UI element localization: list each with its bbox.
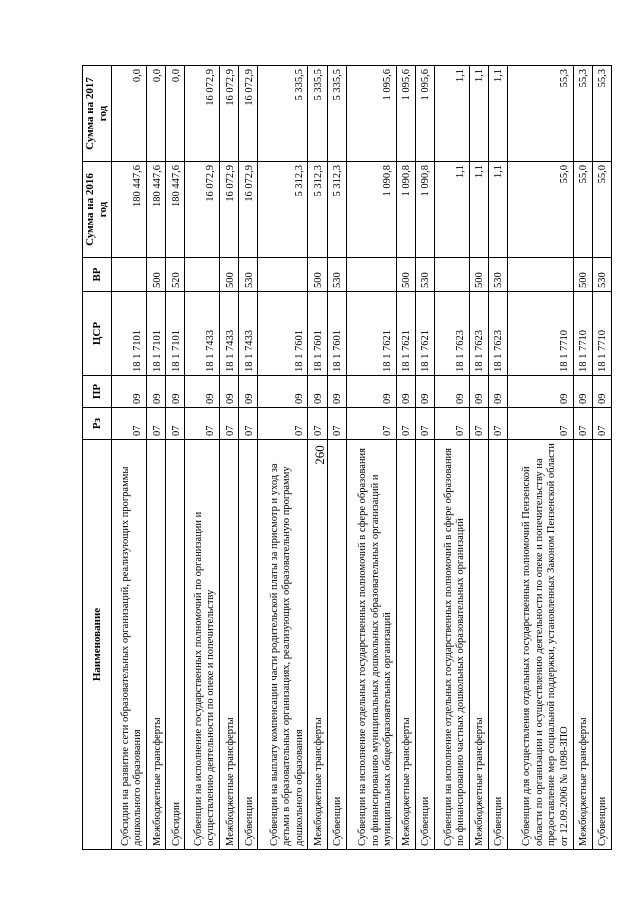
row-vr-cell: 500 xyxy=(396,258,415,292)
row-sum-2016-cell: 16 072,9 xyxy=(219,162,238,258)
row-sum-2016-cell: 1,1 xyxy=(488,162,507,258)
row-pr-cell: 09 xyxy=(573,376,592,408)
row-rz-cell: 07 xyxy=(346,408,396,440)
budget-table-container xyxy=(82,66,612,850)
table-row xyxy=(346,66,396,850)
header-vr: ВР xyxy=(83,258,112,292)
row-pr-cell: 09 xyxy=(258,376,308,408)
row-csr-cell: 18 1 7101 xyxy=(166,292,185,376)
row-csr-cell: 18 1 7101 xyxy=(112,292,147,376)
row-sum-2016-cell: 16 072,9 xyxy=(239,162,258,258)
row-pr-cell: 09 xyxy=(219,376,238,408)
table-row xyxy=(185,66,220,850)
row-sum-2017-cell: 0,0 xyxy=(166,66,185,162)
row-vr-cell: 530 xyxy=(239,258,258,292)
row-csr-cell: 18 1 7621 xyxy=(396,292,415,376)
row-sum-2017-cell: 1 095,6 xyxy=(396,66,415,162)
row-vr-cell xyxy=(112,258,147,292)
row-vr-cell: 500 xyxy=(469,258,488,292)
row-vr-cell: 530 xyxy=(415,258,434,292)
row-csr-cell: 18 1 7433 xyxy=(239,292,258,376)
table-header-row xyxy=(83,66,112,850)
row-pr-cell: 09 xyxy=(112,376,147,408)
row-name-cell: Субсидии на развитие сети образовательных организаций, реализующих программы дошкольного образования xyxy=(112,440,147,850)
row-rz-cell: 07 xyxy=(435,408,470,440)
row-sum-2017-cell: 0,0 xyxy=(147,66,166,162)
row-rz-cell: 07 xyxy=(396,408,415,440)
row-sum-2016-cell: 55,0 xyxy=(573,162,592,258)
row-rz-cell: 07 xyxy=(469,408,488,440)
row-pr-cell: 09 xyxy=(327,376,346,408)
row-csr-cell: 18 1 7621 xyxy=(346,292,396,376)
row-vr-cell xyxy=(435,258,470,292)
row-csr-cell: 18 1 7623 xyxy=(435,292,470,376)
row-pr-cell: 09 xyxy=(308,376,327,408)
row-sum-2017-cell: 1,1 xyxy=(469,66,488,162)
row-rz-cell: 07 xyxy=(573,408,592,440)
row-vr-cell: 500 xyxy=(308,258,327,292)
row-sum-2017-cell: 16 072,9 xyxy=(219,66,238,162)
row-csr-cell: 18 1 7621 xyxy=(415,292,434,376)
row-pr-cell: 09 xyxy=(396,376,415,408)
table-row xyxy=(573,66,592,850)
row-sum-2017-cell: 55,3 xyxy=(573,66,592,162)
row-sum-2016-cell: 180 447,6 xyxy=(112,162,147,258)
row-csr-cell: 18 1 7101 xyxy=(147,292,166,376)
row-sum-2017-cell: 16 072,9 xyxy=(239,66,258,162)
row-pr-cell: 09 xyxy=(415,376,434,408)
row-sum-2017-cell: 5 335,5 xyxy=(327,66,346,162)
row-vr-cell: 500 xyxy=(147,258,166,292)
budget-table xyxy=(82,65,612,850)
table-row xyxy=(258,66,308,850)
row-csr-cell: 18 1 7433 xyxy=(219,292,238,376)
row-rz-cell: 07 xyxy=(415,408,434,440)
row-rz-cell: 07 xyxy=(219,408,238,440)
row-sum-2016-cell: 1,1 xyxy=(435,162,470,258)
row-rz-cell: 07 xyxy=(308,408,327,440)
row-rz-cell: 07 xyxy=(185,408,220,440)
row-rz-cell: 07 xyxy=(147,408,166,440)
row-sum-2016-cell: 1 090,8 xyxy=(346,162,396,258)
row-pr-cell: 09 xyxy=(435,376,470,408)
table-row xyxy=(112,66,147,850)
row-sum-2017-cell: 16 072,9 xyxy=(185,66,220,162)
table-row xyxy=(508,66,574,850)
row-pr-cell: 09 xyxy=(508,376,574,408)
row-name-cell: Межбюджетные трансферты xyxy=(308,440,327,850)
row-sum-2016-cell: 5 312,3 xyxy=(308,162,327,258)
row-csr-cell: 18 1 7433 xyxy=(185,292,220,376)
row-csr-cell: 18 1 7710 xyxy=(508,292,574,376)
row-sum-2016-cell: 180 447,6 xyxy=(147,162,166,258)
row-sum-2017-cell: 55,3 xyxy=(508,66,574,162)
row-pr-cell: 09 xyxy=(147,376,166,408)
row-sum-2016-cell: 5 312,3 xyxy=(258,162,308,258)
row-vr-cell xyxy=(508,258,574,292)
row-pr-cell: 09 xyxy=(185,376,220,408)
row-name-cell: Субвенции xyxy=(327,440,346,850)
row-vr-cell xyxy=(185,258,220,292)
row-sum-2017-cell: 0,0 xyxy=(112,66,147,162)
row-pr-cell: 09 xyxy=(488,376,507,408)
row-name-cell: Межбюджетные трансферты xyxy=(147,440,166,850)
row-name-cell: Субсидии xyxy=(166,440,185,850)
header-name: Наименование xyxy=(83,440,112,850)
row-name-cell: Субвенции xyxy=(415,440,434,850)
row-name-cell: Субвенции на исполнение отдельных государственных полномочий в сфере образования по финансированию муниципальных дошкольных образовательных организаций и муниципальных общеобразовательных организаций xyxy=(346,440,396,850)
table-row xyxy=(396,66,415,850)
row-name-cell: Субвенции xyxy=(239,440,258,850)
header-rz: Рз xyxy=(83,408,112,440)
row-name-cell: Субвенции xyxy=(488,440,507,850)
table-row xyxy=(592,66,611,850)
row-vr-cell: 530 xyxy=(327,258,346,292)
table-row xyxy=(308,66,327,850)
row-rz-cell: 07 xyxy=(592,408,611,440)
header-sum-2016: Сумма на 2016 год xyxy=(83,162,112,258)
row-sum-2017-cell: 1 095,6 xyxy=(415,66,434,162)
row-csr-cell: 18 1 7710 xyxy=(573,292,592,376)
table-row xyxy=(239,66,258,850)
row-rz-cell: 07 xyxy=(508,408,574,440)
table-row xyxy=(435,66,470,850)
table-row xyxy=(327,66,346,850)
row-sum-2017-cell: 55,3 xyxy=(592,66,611,162)
row-vr-cell: 500 xyxy=(219,258,238,292)
row-name-cell: Межбюджетные трансферты xyxy=(396,440,415,850)
row-sum-2016-cell: 1 090,8 xyxy=(415,162,434,258)
row-name-cell: Субвенции на исполнение отдельных государственных полномочий в сфере образования по финансированию частных дошкольных образовательных организаций xyxy=(435,440,470,850)
row-pr-cell: 09 xyxy=(346,376,396,408)
row-rz-cell: 07 xyxy=(327,408,346,440)
table-row xyxy=(166,66,185,850)
row-vr-cell: 500 xyxy=(573,258,592,292)
table-row xyxy=(219,66,238,850)
row-sum-2016-cell: 180 447,6 xyxy=(166,162,185,258)
row-sum-2017-cell: 1 095,6 xyxy=(346,66,396,162)
row-sum-2017-cell: 5 335,5 xyxy=(258,66,308,162)
table-row xyxy=(488,66,507,850)
row-name-cell: Межбюджетные трансферты xyxy=(219,440,238,850)
row-csr-cell: 18 1 7710 xyxy=(592,292,611,376)
row-pr-cell: 09 xyxy=(469,376,488,408)
row-vr-cell xyxy=(346,258,396,292)
row-rz-cell: 07 xyxy=(258,408,308,440)
row-name-cell: Субвенции xyxy=(592,440,611,850)
table-row xyxy=(469,66,488,850)
row-name-cell: Субвенции на выплату компенсации части родительской платы за присмотр и уход за детьми в образовательных организациях, реализующих образовательную программу дошкольного образования xyxy=(258,440,308,850)
header-csr: ЦСР xyxy=(83,292,112,376)
row-csr-cell: 18 1 7601 xyxy=(258,292,308,376)
table-row xyxy=(415,66,434,850)
row-name-cell: Субвенции для осуществления отдельных государственных полномочий Пензенской области по организации и осуществлению деятельности по опеке и попечительству на предоставление мер социальной поддержки, установленных Законом Пензенской области от 12.09.2006 № 1098-ЗПО xyxy=(508,440,574,850)
row-vr-cell: 530 xyxy=(488,258,507,292)
row-sum-2017-cell: 1,1 xyxy=(488,66,507,162)
table-body xyxy=(112,66,612,850)
row-pr-cell: 09 xyxy=(592,376,611,408)
row-rz-cell: 07 xyxy=(112,408,147,440)
row-name-cell: Межбюджетные трансферты xyxy=(573,440,592,850)
row-csr-cell: 18 1 7601 xyxy=(308,292,327,376)
page-number: 260 xyxy=(312,445,327,465)
row-vr-cell: 530 xyxy=(592,258,611,292)
row-pr-cell: 09 xyxy=(239,376,258,408)
table-row xyxy=(147,66,166,850)
row-csr-cell: 18 1 7623 xyxy=(469,292,488,376)
row-sum-2016-cell: 16 072,9 xyxy=(185,162,220,258)
row-name-cell: Субвенции на исполнение государственных полномочий по организации и осуществлению деятельности по опеке и попечительству xyxy=(185,440,220,850)
row-vr-cell xyxy=(258,258,308,292)
row-name-cell: Межбюджетные трансферты xyxy=(469,440,488,850)
row-sum-2017-cell: 5 335,5 xyxy=(308,66,327,162)
row-rz-cell: 07 xyxy=(239,408,258,440)
header-sum-2017: Сумма на 2017 год xyxy=(83,66,112,162)
row-sum-2016-cell: 55,0 xyxy=(592,162,611,258)
row-sum-2016-cell: 1 090,8 xyxy=(396,162,415,258)
row-rz-cell: 07 xyxy=(488,408,507,440)
row-pr-cell: 09 xyxy=(166,376,185,408)
row-csr-cell: 18 1 7623 xyxy=(488,292,507,376)
row-sum-2016-cell: 1,1 xyxy=(469,162,488,258)
row-sum-2016-cell: 55,0 xyxy=(508,162,574,258)
header-pr: ПР xyxy=(83,376,112,408)
row-sum-2017-cell: 1,1 xyxy=(435,66,470,162)
row-rz-cell: 07 xyxy=(166,408,185,440)
row-csr-cell: 18 1 7601 xyxy=(327,292,346,376)
row-vr-cell: 520 xyxy=(166,258,185,292)
row-sum-2016-cell: 5 312,3 xyxy=(327,162,346,258)
